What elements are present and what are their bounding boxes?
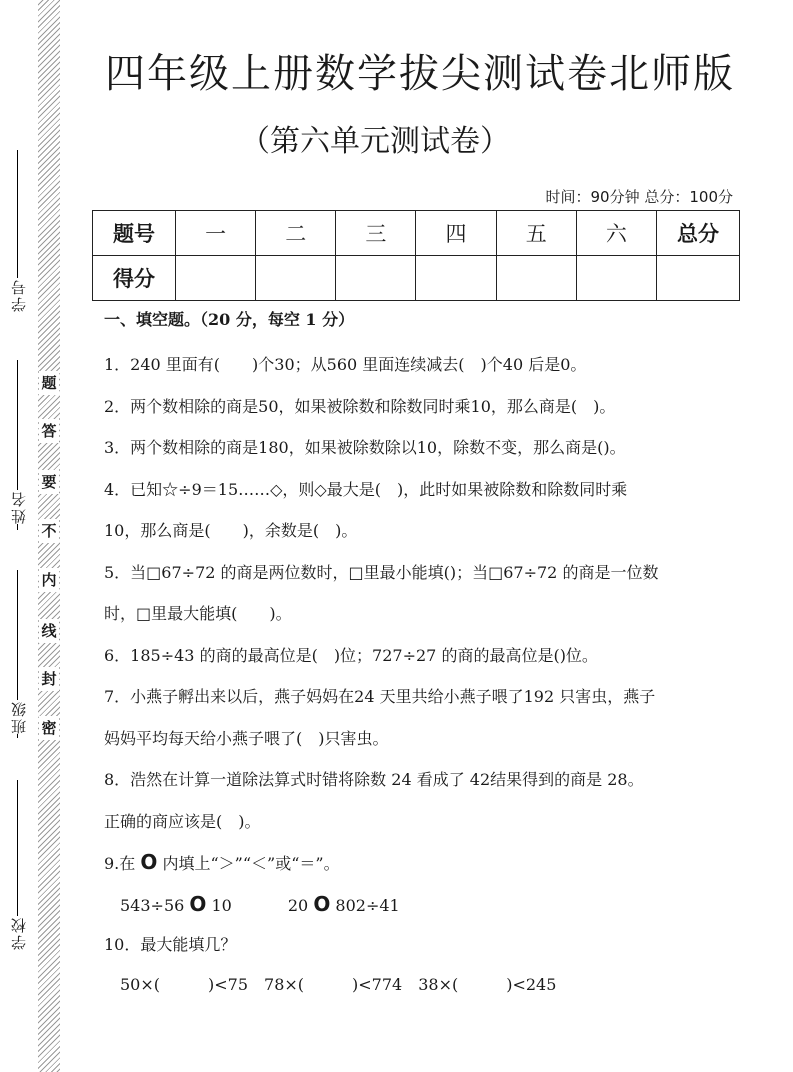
question-10-exercises: 50×( )<75 78×( )<774 38×( )<245 (120, 975, 557, 994)
time-info: 时间：90分钟 总分：100分 (545, 188, 733, 206)
seal-char: 密 (39, 716, 59, 740)
question-line: 时，□里最大能填( )。 (104, 604, 292, 623)
seal-char: 线 (39, 619, 59, 643)
q9-prefix: 9.在 (104, 854, 136, 873)
seal-char: 答 (39, 419, 59, 443)
score-table (92, 210, 740, 301)
column-header: 六 (576, 211, 656, 256)
seal-char: 封 (39, 667, 59, 691)
question-line: 6．185÷43 的商的最高位是( )位；727÷27 的商的最高位是()位。 (104, 645, 598, 665)
column-header: 四 (416, 211, 496, 256)
column-header: 三 (336, 211, 416, 256)
name-label: 姓名 (10, 490, 28, 524)
question-9-exercises (104, 884, 744, 924)
score-cell[interactable] (496, 256, 576, 301)
seal-char: 不 (39, 519, 59, 543)
column-header: 一 (176, 211, 256, 256)
score-cell[interactable] (416, 256, 496, 301)
section-heading: 一、填空题。（20 分，每空 1 分） (104, 310, 355, 329)
question-line: 4．已知☆÷9＝15……◇，则◇最大是( )，此时如果被除数和除数同时乘 (104, 479, 628, 499)
score-cell[interactable] (336, 256, 416, 301)
compare-circle[interactable]: O (313, 891, 331, 916)
question-10: 10．最大能填几？ (104, 934, 237, 954)
score-row (93, 256, 740, 301)
q9-expr1-left: 543÷56 (120, 895, 190, 915)
question-line: 1．240 里面有( )个30；从560 里面连续减去( )个40 后是0。 (104, 355, 587, 374)
seal-char: 要 (39, 470, 59, 494)
compare-circle[interactable]: O (189, 891, 207, 916)
question-number-row (93, 211, 740, 256)
q9-expr2-left: 20 (287, 895, 314, 915)
question-line: 2．两个数相除的商是50，如果被除数和除数同时乘10，那么商是( )。 (104, 396, 616, 416)
school-label: 学校 (10, 916, 28, 950)
seal-char: 题 (39, 371, 59, 395)
column-header-total: 总分 (657, 211, 740, 256)
score-cell[interactable] (576, 256, 656, 301)
row-label-score: 得分 (93, 256, 176, 301)
question-line: 10，那么商是( )，余数是( )。 (104, 521, 358, 540)
student-id-label: 学号 (10, 278, 28, 312)
page-subtitle: （第六单元测试卷） (240, 124, 510, 159)
question-line: 3．两个数相除的商是180，如果被除数除以10，除数不变，那么商是()。 (104, 438, 626, 457)
question-line: 正确的商应该是( )。 (104, 811, 261, 831)
question-line: 8．浩然在计算一道除法算式时错将除数 24 看成了 42结果得到的商是 28。 (104, 770, 644, 789)
question-line: 5．当□67÷72 的商是两位数时，□里最小能填()；当□67÷72 的商是一位数 (104, 562, 659, 582)
class-label: 班级 (10, 700, 28, 734)
page-title: 四年级上册数学拔尖测试卷北师版 (105, 51, 735, 97)
question-line: 7．小燕子孵出来以后，燕子妈妈在24 天里共给小燕子喂了192 只害虫，燕子 (104, 687, 656, 706)
question-line: 妈妈平均每天给小燕子喂了( )只害虫。 (104, 728, 389, 748)
column-header: 二 (256, 211, 336, 256)
column-header: 五 (496, 211, 576, 256)
circle-symbol: O (140, 850, 158, 874)
student-id-line (17, 150, 18, 295)
q9-expr1-right: 10 (206, 895, 232, 915)
row-label-question: 题号 (93, 211, 176, 256)
score-cell[interactable] (657, 256, 740, 301)
score-cell[interactable] (176, 256, 256, 301)
q9-expr2-right: 802÷41 (330, 895, 400, 915)
question-content (104, 306, 744, 1005)
q9-suffix: 内填上“＞”“＜”或“＝”。 (162, 854, 340, 873)
seal-char: 内 (39, 568, 59, 592)
score-cell[interactable] (256, 256, 336, 301)
question-9-instruction (104, 842, 744, 884)
